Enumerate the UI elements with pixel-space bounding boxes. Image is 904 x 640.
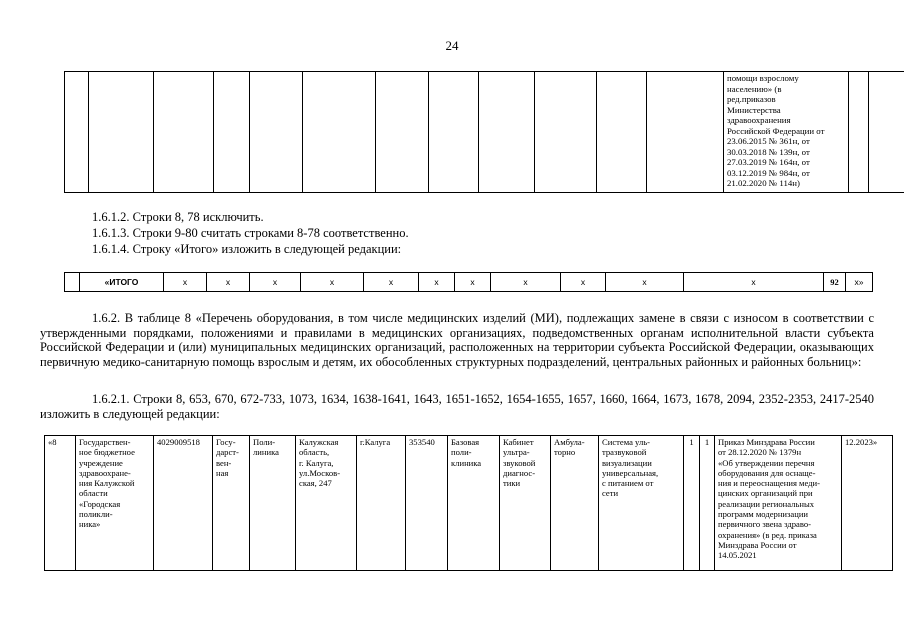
address: Калужская область, г. Калуга, ул.Москов- ская, 247 (296, 436, 357, 571)
table-row (45, 436, 893, 571)
deadline: 12.2023» (842, 436, 893, 571)
item-1-6-1-4: 1.6.1.4. Строку «Итого» изложить в следующей редакции: (92, 242, 402, 256)
legal-basis-cell: помощи взрослому населению» (в ред.приказов Министерства здравоохранения Российской Федерации от 23.06.2015 № 361н, от 30.03.2018 № 139н, от 27.03.2019 № 164н, от 03.12.2019 № 984н, от 21.02.2020 № 114н) (724, 72, 849, 193)
total-label: «ИТОГО (80, 273, 164, 292)
continued-table (64, 71, 904, 193)
inn: 4029009518 (154, 436, 213, 571)
page-number: 24 (445, 38, 459, 53)
paragraph-1-6-2: 1.6.2. В таблице 8 «Перечень оборудования, в том числе медицинских изделий (МИ), подлежащих замене в связи с износом в соответствии с утвержденными порядками, положениями и правилами в медицинских организациях, подведомственных органам исполнительной власти субъекта Российской Федерации и (или) муниципальных медицинских организаций, расположенных на территории субъекта Российской Федерации, оказывающих первичную медико-санитарную помощь взрослым и детям, их обособленных структурных подразделений, центральных районных и районных больниц»: (40, 311, 874, 369)
cabinet: Кабинет ультра- звуковой диагнос- тики (500, 436, 551, 571)
facility-kind: Поли- линика (250, 436, 296, 571)
equipment: Система уль- тразвуковой визуализации универсальная, с питанием от сети (599, 436, 684, 571)
quantity-2: 1 (700, 436, 715, 571)
code: 353540 (406, 436, 448, 571)
quantity-1: 1 (684, 436, 700, 571)
ownership-type: Госу- дарст- вен- ная (213, 436, 250, 571)
row-8-table (44, 435, 893, 571)
total-row-table (64, 272, 873, 292)
order-reference: Приказ Минздрава России от 28.12.2020 № 1379н «Об утверждении перечня оборудования для оснаще- ния и переоснащения меди- цинских организаций при реализации региональных программ модернизации первичного звена здраво- охранения» (в ред. приказа Минздрава России от 14.05.2021 (715, 436, 842, 571)
care-form: Амбула- торно (551, 436, 599, 571)
city: г.Калуга (357, 436, 406, 571)
table-row (65, 72, 904, 193)
table-row: «ИТОГО х х х х х х х х х х х 92 х» (65, 273, 873, 292)
total-value: 92 (824, 273, 846, 292)
item-1-6-1-2: 1.6.1.2. Строки 8, 78 исключить. (92, 210, 264, 224)
item-1-6-1-3: 1.6.1.3. Строки 9-80 считать строками 8-78 соответственно. (92, 226, 409, 240)
row-number: «8 (45, 436, 76, 571)
unit: Базовая поли- клиника (448, 436, 500, 571)
paragraph-1-6-2-1: 1.6.2.1. Строки 8, 653, 670, 672-733, 1073, 1634, 1638-1641, 1643, 1651-1652, 1654-1655, 1657, 1660, 1664, 1673, 1678, 2094, 2352-2353, 2417-2540 изложить в следующей редакции: (40, 392, 874, 421)
organization-name: Государствен- ное бюджетное учреждение здравоохране- ния Калужской области «Городская поликли- ника» (76, 436, 154, 571)
